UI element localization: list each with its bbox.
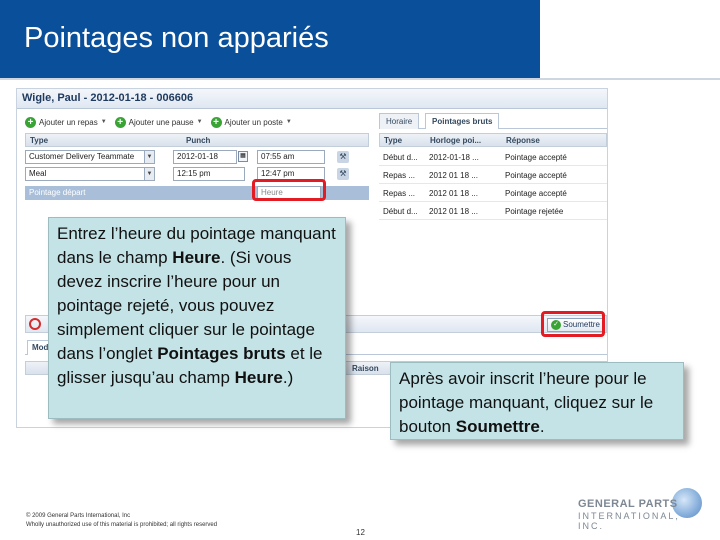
add-meal-button[interactable] <box>25 117 107 128</box>
callout-text-part: Entrez l’heure du pointage manquant dans le champ <box>57 224 336 267</box>
punch-grid-header <box>25 133 369 147</box>
raw-punch-row[interactable] <box>379 185 607 202</box>
raw-reponse: Pointage accepté <box>505 189 567 198</box>
tab-pointages-bruts[interactable]: Pointages bruts <box>425 113 499 129</box>
type-select[interactable] <box>25 150 155 164</box>
app-header <box>17 89 607 109</box>
callout-text-part: Après avoir inscrit l’heure pour le pointage manquant, cliquez sur le bouton <box>399 369 654 436</box>
raw-punch-row[interactable] <box>379 203 607 220</box>
col-horloge-header: Horloge poi... <box>430 136 482 145</box>
pointage-depart-label: Pointage départ <box>29 188 86 197</box>
slide-title: Pointages non appariés <box>24 22 329 54</box>
callout-text-part: . (Si vous devez inscrire l’heure pour un pointage rejeté, vous pouvez simplement cliquer sur le pointage dans l’onglet <box>57 248 315 363</box>
type-value: Customer Delivery Teammate <box>29 152 135 161</box>
logo-line-1: GENERAL PARTS <box>578 498 678 510</box>
raw-type: Début d... <box>383 153 418 162</box>
col-raison-header: Raison <box>352 364 379 373</box>
add-break-label: Ajouter une pause <box>128 117 194 127</box>
app-header-title: Wigle, Paul - 2012-01-18 - 006606 <box>22 92 194 104</box>
raw-reponse: Pointage accepté <box>505 153 567 162</box>
raw-punch-row[interactable] <box>379 167 607 184</box>
add-post-label: Ajouter un poste <box>224 117 283 127</box>
check-icon: ✓ <box>551 320 561 330</box>
callout-bold-pointages-bruts: Pointages bruts <box>157 344 286 363</box>
callout-text-part: et le glisser jusqu’au champ <box>57 344 323 387</box>
title-divider <box>0 78 720 80</box>
callout-text-part: . <box>539 417 545 436</box>
plus-icon: + <box>115 117 126 128</box>
page-number: 12 <box>356 528 365 537</box>
raw-punches-header <box>379 133 607 147</box>
raw-horloge: 2012 01 18 ... <box>429 207 478 216</box>
plus-icon: + <box>25 117 36 128</box>
company-logo <box>560 488 710 531</box>
raw-type: Repas ... <box>383 189 416 198</box>
callout-bold-heure: Heure <box>234 368 283 387</box>
instruction-callout-left <box>48 217 346 419</box>
callout-bold-heure: Heure <box>172 248 221 267</box>
heure-field[interactable]: Heure <box>257 186 321 200</box>
time-field[interactable]: 07:55 am <box>257 150 325 164</box>
punch-toolbar <box>25 113 381 131</box>
col-type-header: Type <box>30 136 49 145</box>
add-break-button[interactable] <box>115 117 203 128</box>
type-value: Meal <box>29 169 47 178</box>
type-select[interactable] <box>25 167 155 181</box>
col-reponse-header: Réponse <box>506 136 540 145</box>
plus-icon: + <box>211 117 222 128</box>
footer-rights: Wholly unauthorized use of this material is prohibited; all rights reserved <box>26 522 218 528</box>
raw-horloge: 2012 01 18 ... <box>429 189 478 198</box>
callout-left-text <box>57 222 337 390</box>
add-meal-label: Ajouter un repas <box>39 117 98 127</box>
raw-reponse: Pointage rejetée <box>505 207 564 216</box>
punch-row <box>25 149 369 165</box>
instruction-callout-right <box>390 362 684 440</box>
no-entry-icon[interactable] <box>29 318 41 330</box>
chevron-down-icon: ▼ <box>144 168 154 180</box>
submit-button-highlight <box>541 311 605 337</box>
raw-horloge: 2012 01 18 ... <box>429 171 478 180</box>
footer-copyright: © 2009 General Parts International, Inc <box>26 513 131 519</box>
tab-horaire[interactable]: Horaire <box>379 113 419 129</box>
submit-label: Soumettre <box>563 320 600 329</box>
callout-text-part: .) <box>282 368 294 387</box>
chevron-down-icon: ▼ <box>196 119 203 125</box>
raw-type: Début d... <box>383 207 418 216</box>
logo-line-2: INTERNATIONAL, INC. <box>578 511 680 531</box>
callout-right-text <box>399 367 675 439</box>
chevron-down-icon: ▼ <box>100 119 107 125</box>
raw-type: Repas ... <box>383 171 416 180</box>
heure-field-highlight <box>252 179 326 201</box>
footer-legal <box>26 512 217 530</box>
right-tab-bar <box>379 111 607 129</box>
raw-punch-row[interactable] <box>379 149 607 166</box>
tab-mod[interactable]: Mod <box>27 340 53 355</box>
chevron-down-icon: ▼ <box>144 151 154 163</box>
title-banner <box>0 0 540 78</box>
date-field[interactable]: 2012-01-18 <box>173 150 237 164</box>
chevron-down-icon: ▼ <box>285 119 292 125</box>
raw-reponse: Pointage accepté <box>505 171 567 180</box>
wrench-icon[interactable]: ⚒ <box>337 168 349 180</box>
add-post-button[interactable] <box>211 117 292 128</box>
calendar-icon[interactable]: ▦ <box>238 151 248 162</box>
raw-horloge: 2012-01-18 ... <box>429 153 479 162</box>
meal-start-field[interactable]: 12:15 pm <box>173 167 245 181</box>
col-punch-header: Punch <box>186 136 211 145</box>
col-type-header: Type <box>384 136 403 145</box>
meal-end-field[interactable]: 12:47 pm <box>257 167 325 181</box>
wrench-icon[interactable]: ⚒ <box>337 151 349 163</box>
callout-bold-soumettre: Soumettre <box>455 417 540 436</box>
